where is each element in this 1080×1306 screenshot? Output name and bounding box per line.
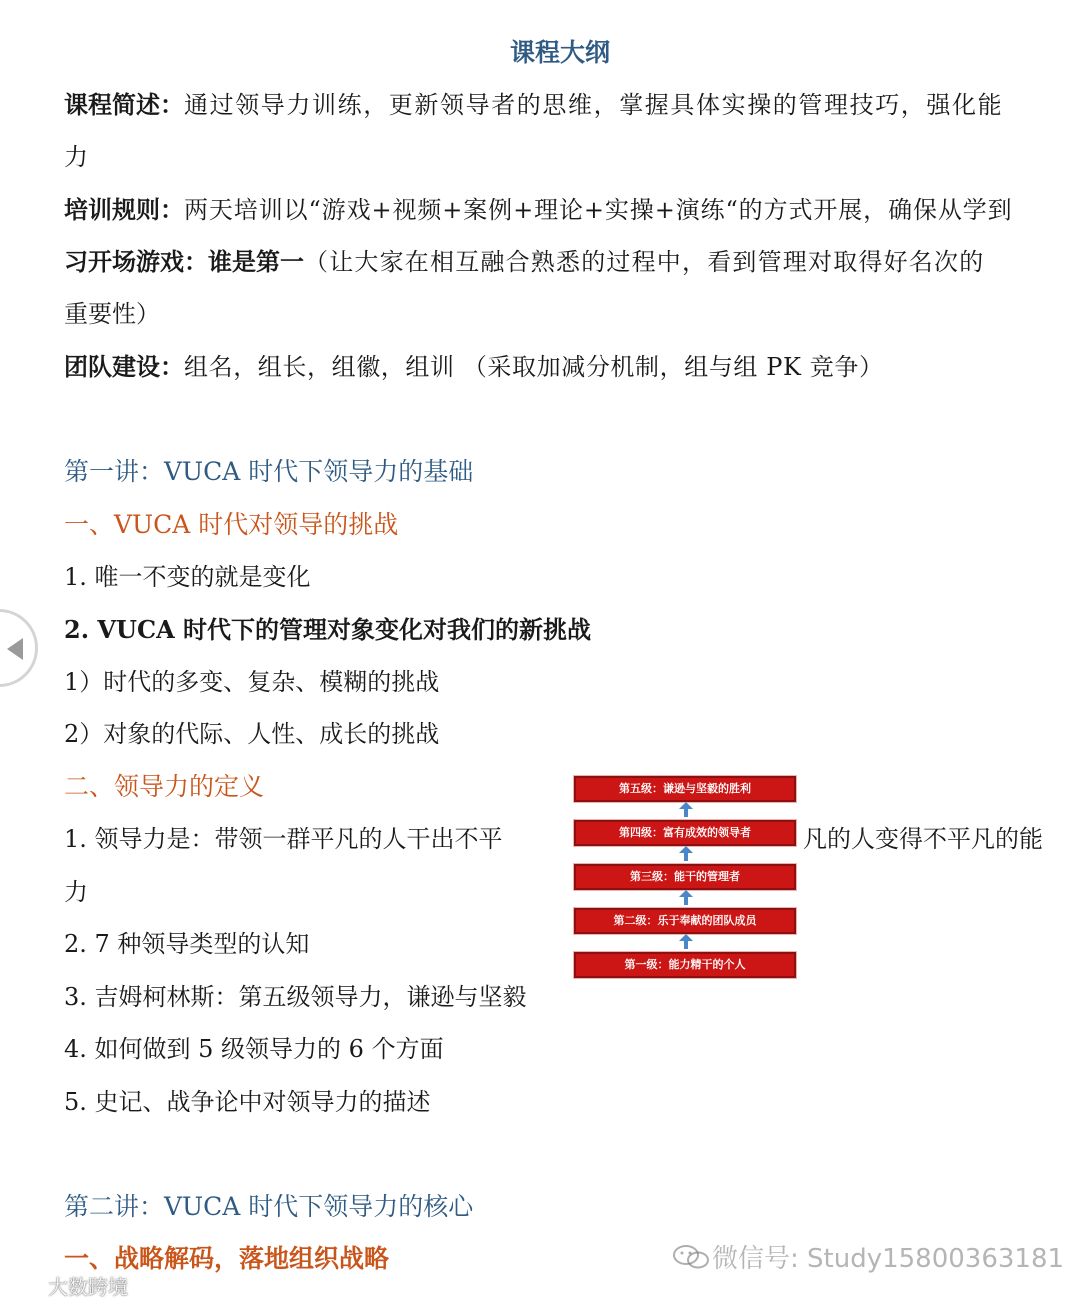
summary-label: 课程简述：	[64, 90, 184, 119]
lecture1-section1-heading: 一、VUCA 时代对领导的挑战	[64, 510, 399, 539]
up-arrow-icon	[682, 890, 690, 906]
up-arrow-icon	[682, 846, 690, 862]
level-4-box: 第四级：富有成效的领导者	[574, 820, 796, 846]
team-text: 组名，组长，组徽，组训 （采取加减分机制，组与组 PK 竞争）	[184, 353, 884, 381]
lecture1-heading: 第一讲：VUCA 时代下领导力的基础	[64, 457, 474, 486]
opening-label: 习开场游戏：谁是第一	[64, 247, 304, 276]
team-line	[64, 352, 884, 382]
lecture1-section2-heading: 二、领导力的定义	[64, 772, 265, 801]
lecture1-s2-item4: 4. 如何做到 5 级领导力的 6 个方面	[64, 1035, 444, 1063]
level-5-box: 第五级：谦逊与坚毅的胜利	[574, 776, 796, 802]
rules-text: 两天培训以“游戏+视频+案例+理论+实操+演练“的方式开展，确保从学到	[184, 196, 1013, 224]
opening-text: （让大家在相互融合熟悉的过程中，看到管理对取得好名次的	[304, 248, 985, 276]
lecture1-s2-item1-left: 1. 领导力是：带领一群平凡的人干出不平	[64, 825, 503, 853]
lecture1-s2-item1-right: 凡的人变得不平凡的能	[803, 825, 1043, 853]
platform-name: 大数跨境	[48, 1275, 128, 1299]
wechat-icon	[672, 1243, 712, 1271]
rules-line	[64, 195, 1013, 225]
chevron-left-icon	[7, 638, 23, 660]
rules-label: 培训规则：	[64, 195, 184, 224]
team-label: 团队建设：	[64, 352, 184, 381]
summary-continuation: 力	[64, 143, 88, 171]
lecture1-s2-item5: 5. 史记、战争论中对领导力的描述	[64, 1088, 431, 1116]
lecture1-s1-sub1: 1）时代的多变、复杂、模糊的挑战	[64, 668, 440, 696]
lecture1-s2-item3: 3. 吉姆柯林斯：第五级领导力，谦逊与坚毅	[64, 983, 527, 1011]
lecture1-s1-sub2: 2）对象的代际、人性、成长的挑战	[64, 720, 440, 748]
summary-text: 通过领导力训练，更新领导者的思维，掌握具体实操的管理技巧，强化能	[184, 91, 1004, 119]
level-3-box: 第三级：能干的管理者	[574, 864, 796, 890]
opening-continuation: 重要性）	[64, 300, 160, 328]
leadership-levels-diagram	[572, 772, 800, 982]
level-2-box: 第二级：乐于奉献的团队成员	[574, 908, 796, 934]
platform-watermark	[4, 1271, 128, 1300]
summary-line	[64, 90, 1058, 120]
up-arrow-icon	[682, 934, 690, 950]
lecture1-s2-item2: 2. 7 种领导类型的认知	[64, 930, 310, 958]
level-1-box: 第一级：能力精干的个人	[574, 952, 796, 978]
opening-line	[64, 247, 984, 277]
wechat-id: 微信号: Study15800363181	[712, 1244, 1065, 1274]
wechat-watermark	[672, 1238, 1064, 1275]
weibo-logo-icon	[4, 1275, 48, 1299]
back-button[interactable]	[0, 609, 38, 687]
lecture2-section1-heading: 一、战略解码，落地组织战略	[64, 1244, 390, 1273]
lecture1-s2-item1-continuation: 力	[64, 878, 88, 906]
lecture2-heading: 第二讲：VUCA 时代下领导力的核心	[64, 1192, 474, 1221]
page-title: 课程大纲	[509, 38, 610, 67]
lecture1-s1-item2: 2. VUCA 时代下的管理对象变化对我们的新挑战	[64, 615, 592, 644]
lecture1-s1-item1: 1. 唯一不变的就是变化	[64, 563, 311, 591]
up-arrow-icon	[682, 802, 690, 818]
